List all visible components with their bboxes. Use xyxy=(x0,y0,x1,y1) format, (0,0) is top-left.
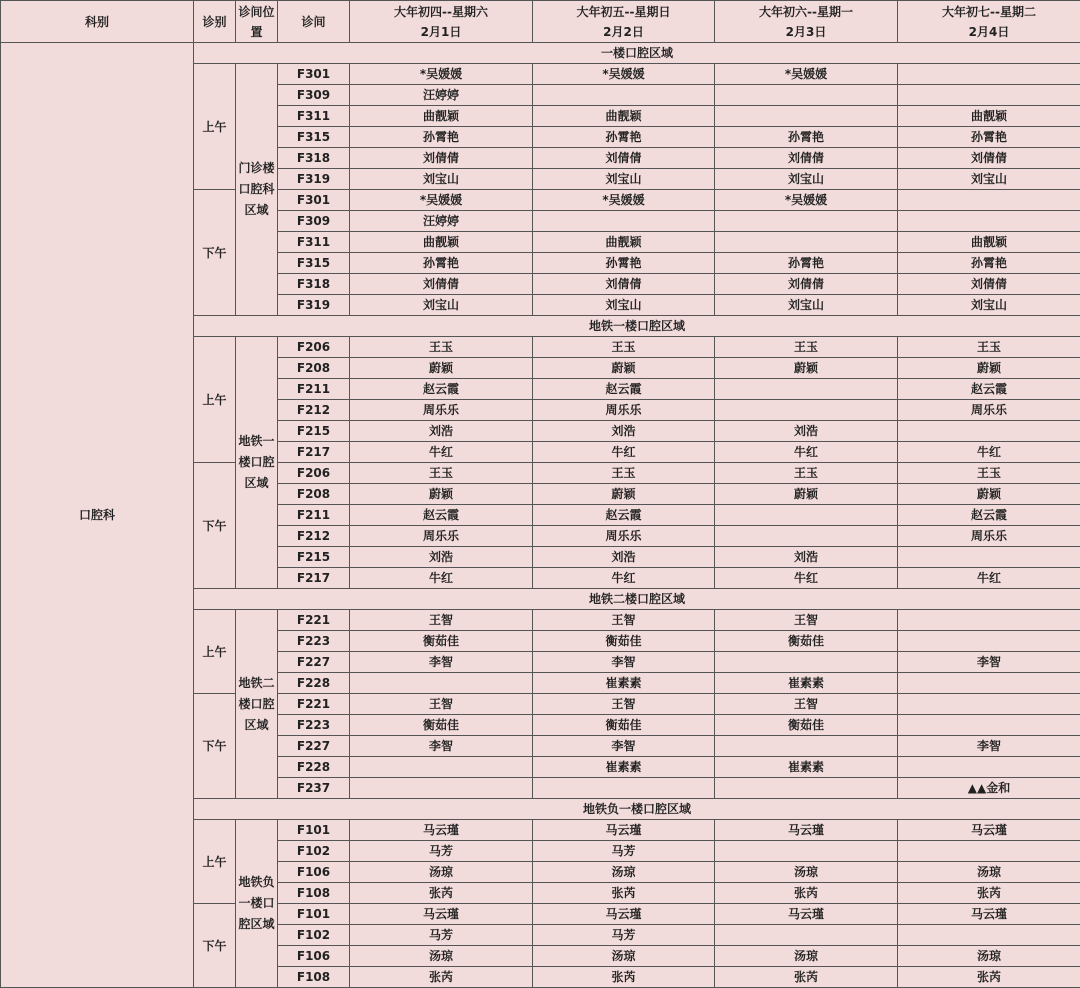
doctor-cell xyxy=(533,778,715,799)
doctor-cell: 张芮 xyxy=(350,883,533,904)
room-cell: F301 xyxy=(278,64,350,85)
header-row xyxy=(1,1,1080,43)
doctor-cell: 曲靓颖 xyxy=(898,106,1080,127)
doctor-cell: 王智 xyxy=(350,610,533,631)
doctor-cell xyxy=(898,925,1080,946)
doctor-cell: 汪婷婷 xyxy=(350,211,533,232)
doctor-cell: 蔚颖 xyxy=(350,484,533,505)
room-cell: F108 xyxy=(278,967,350,988)
doctor-cell: 曲靓颖 xyxy=(350,232,533,253)
room-cell: F228 xyxy=(278,757,350,778)
room-cell: F223 xyxy=(278,715,350,736)
doctor-cell xyxy=(715,778,898,799)
doctor-cell: 曲靓颖 xyxy=(350,106,533,127)
room-cell: F217 xyxy=(278,442,350,463)
doctor-cell: 刘倩倩 xyxy=(350,274,533,295)
doctor-cell: 李智 xyxy=(350,736,533,757)
location-cell: 地铁负一楼口腔区域 xyxy=(236,820,278,988)
doctor-cell: 汤琼 xyxy=(533,946,715,967)
room-cell: F215 xyxy=(278,421,350,442)
doctor-cell: 汤琼 xyxy=(350,946,533,967)
room-cell: F211 xyxy=(278,505,350,526)
doctor-cell: 马云瑾 xyxy=(533,820,715,841)
room-cell: F311 xyxy=(278,106,350,127)
doctor-cell: 牛红 xyxy=(898,442,1080,463)
schedule-body xyxy=(1,43,1080,988)
doctor-cell: 赵云霞 xyxy=(350,505,533,526)
room-cell: F318 xyxy=(278,274,350,295)
room-cell: F318 xyxy=(278,148,350,169)
doctor-cell: 刘倩倩 xyxy=(898,148,1080,169)
doctor-cell: 张芮 xyxy=(350,967,533,988)
doctor-cell: 孙霄艳 xyxy=(533,253,715,274)
doctor-cell xyxy=(898,190,1080,211)
doctor-cell: *吴媛媛 xyxy=(715,190,898,211)
room-cell: F212 xyxy=(278,526,350,547)
doctor-cell: 崔素素 xyxy=(533,757,715,778)
room-cell: F319 xyxy=(278,169,350,190)
doctor-cell: 衡茹佳 xyxy=(715,631,898,652)
doctor-cell: 刘浩 xyxy=(533,547,715,568)
session-cell: 上午 xyxy=(194,610,236,694)
doctor-cell: 蔚颖 xyxy=(898,484,1080,505)
location-cell: 地铁二楼口腔区域 xyxy=(236,610,278,799)
doctor-cell: 刘倩倩 xyxy=(715,274,898,295)
doctor-cell: 王玉 xyxy=(350,463,533,484)
doctor-cell: *吴媛媛 xyxy=(533,64,715,85)
doctor-cell xyxy=(533,85,715,106)
header-location: 诊间位置 xyxy=(236,1,278,43)
doctor-cell: 李智 xyxy=(898,736,1080,757)
doctor-cell xyxy=(715,400,898,421)
header-day-4: 大年初七--星期二 2月4日 xyxy=(898,1,1080,43)
doctor-cell: 曲靓颖 xyxy=(898,232,1080,253)
session-cell: 下午 xyxy=(194,190,236,316)
doctor-cell: 周乐乐 xyxy=(533,526,715,547)
room-cell: F206 xyxy=(278,337,350,358)
location-cell: 地铁一楼口腔区域 xyxy=(236,337,278,589)
region-header-row xyxy=(1,43,1080,64)
doctor-cell: 王智 xyxy=(715,610,898,631)
doctor-cell: 赵云霞 xyxy=(898,379,1080,400)
doctor-cell: 刘浩 xyxy=(715,547,898,568)
doctor-cell: 张芮 xyxy=(533,883,715,904)
doctor-cell: 马云瑾 xyxy=(898,820,1080,841)
doctor-cell: 赵云霞 xyxy=(533,505,715,526)
doctor-cell: 马芳 xyxy=(533,841,715,862)
doctor-cell xyxy=(898,610,1080,631)
doctor-cell: 衡茹佳 xyxy=(533,631,715,652)
doctor-cell: 张芮 xyxy=(715,883,898,904)
session-cell: 上午 xyxy=(194,820,236,904)
doctor-cell: 王玉 xyxy=(533,463,715,484)
room-cell: F309 xyxy=(278,85,350,106)
doctor-cell: 衡茹佳 xyxy=(533,715,715,736)
room-cell: F206 xyxy=(278,463,350,484)
room-cell: F315 xyxy=(278,253,350,274)
header-day-1: 大年初四--星期六 2月1日 xyxy=(350,1,533,43)
session-cell: 下午 xyxy=(194,694,236,799)
region-title: 地铁一楼口腔区域 xyxy=(194,316,1080,337)
doctor-cell xyxy=(715,925,898,946)
doctor-cell: 马芳 xyxy=(350,925,533,946)
header-room: 诊间 xyxy=(278,1,350,43)
doctor-cell: 曲靓颖 xyxy=(533,232,715,253)
doctor-cell: 崔素素 xyxy=(715,757,898,778)
header-session: 诊别 xyxy=(194,1,236,43)
doctor-cell: 孙霄艳 xyxy=(350,127,533,148)
doctor-cell xyxy=(898,841,1080,862)
doctor-cell: 马芳 xyxy=(533,925,715,946)
doctor-cell: 王智 xyxy=(533,694,715,715)
doctor-cell: 刘宝山 xyxy=(533,169,715,190)
doctor-cell: 曲靓颖 xyxy=(533,106,715,127)
doctor-cell xyxy=(715,652,898,673)
doctor-cell xyxy=(898,85,1080,106)
doctor-cell: 马云瑾 xyxy=(715,904,898,925)
doctor-cell: 张芮 xyxy=(715,967,898,988)
doctor-cell: 刘浩 xyxy=(533,421,715,442)
doctor-cell xyxy=(898,694,1080,715)
doctor-cell: 马云瑾 xyxy=(715,820,898,841)
doctor-cell: 刘倩倩 xyxy=(533,274,715,295)
doctor-cell xyxy=(350,757,533,778)
doctor-cell: 衡茹佳 xyxy=(715,715,898,736)
doctor-cell: 孙霄艳 xyxy=(350,253,533,274)
doctor-cell: 汤琼 xyxy=(533,862,715,883)
doctor-cell: 李智 xyxy=(533,652,715,673)
doctor-cell: 张芮 xyxy=(898,883,1080,904)
doctor-cell: 王智 xyxy=(533,610,715,631)
room-cell: F106 xyxy=(278,862,350,883)
room-cell: F211 xyxy=(278,379,350,400)
doctor-cell: 牛红 xyxy=(533,442,715,463)
room-cell: F108 xyxy=(278,883,350,904)
doctor-cell xyxy=(350,673,533,694)
doctor-cell: 周乐乐 xyxy=(533,400,715,421)
doctor-cell xyxy=(898,673,1080,694)
doctor-cell: 刘倩倩 xyxy=(350,148,533,169)
doctor-cell xyxy=(898,631,1080,652)
doctor-cell: 刘浩 xyxy=(715,421,898,442)
session-cell: 下午 xyxy=(194,463,236,589)
room-cell: F101 xyxy=(278,904,350,925)
doctor-cell: 刘宝山 xyxy=(533,295,715,316)
room-cell: F217 xyxy=(278,568,350,589)
doctor-cell: 马云瑾 xyxy=(350,904,533,925)
doctor-cell: 周乐乐 xyxy=(898,526,1080,547)
doctor-cell: ▲▲金和 xyxy=(898,778,1080,799)
doctor-cell xyxy=(533,211,715,232)
room-cell: F315 xyxy=(278,127,350,148)
doctor-cell: 王玉 xyxy=(533,337,715,358)
doctor-cell: 牛红 xyxy=(533,568,715,589)
doctor-cell: 刘倩倩 xyxy=(533,148,715,169)
doctor-cell xyxy=(898,547,1080,568)
region-title: 地铁负一楼口腔区域 xyxy=(194,799,1080,820)
doctor-cell xyxy=(715,379,898,400)
doctor-cell: 赵云霞 xyxy=(533,379,715,400)
room-cell: F208 xyxy=(278,484,350,505)
doctor-cell: 孙霄艳 xyxy=(715,127,898,148)
doctor-cell xyxy=(898,64,1080,85)
doctor-cell xyxy=(715,211,898,232)
region-title: 地铁二楼口腔区域 xyxy=(194,589,1080,610)
doctor-cell: 刘倩倩 xyxy=(898,274,1080,295)
room-cell: F319 xyxy=(278,295,350,316)
doctor-cell: 汤琼 xyxy=(350,862,533,883)
doctor-cell xyxy=(350,778,533,799)
doctor-cell xyxy=(715,736,898,757)
doctor-cell: 牛红 xyxy=(350,568,533,589)
doctor-cell: 王玉 xyxy=(715,337,898,358)
doctor-cell xyxy=(715,85,898,106)
header-dept: 科别 xyxy=(1,1,194,43)
doctor-cell: 赵云霞 xyxy=(350,379,533,400)
department-cell: 口腔科 xyxy=(1,43,194,988)
doctor-cell: 蔚颖 xyxy=(533,358,715,379)
doctor-cell: *吴媛媛 xyxy=(715,64,898,85)
doctor-cell: 汤琼 xyxy=(715,862,898,883)
doctor-cell: 孙霄艳 xyxy=(898,253,1080,274)
doctor-cell: 周乐乐 xyxy=(350,526,533,547)
doctor-cell: 牛红 xyxy=(350,442,533,463)
doctor-cell: 李智 xyxy=(898,652,1080,673)
header-day-2: 大年初五--星期日 2月2日 xyxy=(533,1,715,43)
room-cell: F227 xyxy=(278,652,350,673)
doctor-cell: 蔚颖 xyxy=(715,358,898,379)
header-day-3: 大年初六--星期一 2月3日 xyxy=(715,1,898,43)
doctor-cell: 孙霄艳 xyxy=(898,127,1080,148)
doctor-cell: 马云瑾 xyxy=(533,904,715,925)
doctor-cell: 汤琼 xyxy=(898,946,1080,967)
doctor-cell: 刘宝山 xyxy=(898,295,1080,316)
doctor-cell xyxy=(898,421,1080,442)
doctor-cell: 刘浩 xyxy=(350,547,533,568)
doctor-cell: *吴媛媛 xyxy=(350,190,533,211)
region-title: 一楼口腔区域 xyxy=(194,43,1080,64)
room-cell: F311 xyxy=(278,232,350,253)
doctor-cell: 牛红 xyxy=(898,568,1080,589)
session-cell: 下午 xyxy=(194,904,236,988)
doctor-cell: 衡茹佳 xyxy=(350,631,533,652)
room-cell: F106 xyxy=(278,946,350,967)
doctor-cell: 马云瑾 xyxy=(898,904,1080,925)
doctor-cell: 马芳 xyxy=(350,841,533,862)
doctor-cell xyxy=(898,211,1080,232)
doctor-cell: 刘宝山 xyxy=(350,169,533,190)
doctor-cell: 刘倩倩 xyxy=(715,148,898,169)
doctor-cell xyxy=(715,106,898,127)
doctor-cell: 刘宝山 xyxy=(715,295,898,316)
doctor-cell: 张芮 xyxy=(898,967,1080,988)
doctor-cell: 蔚颖 xyxy=(350,358,533,379)
room-cell: F301 xyxy=(278,190,350,211)
doctor-cell: 孙霄艳 xyxy=(715,253,898,274)
room-cell: F223 xyxy=(278,631,350,652)
doctor-cell: 崔素素 xyxy=(715,673,898,694)
doctor-cell xyxy=(898,715,1080,736)
doctor-cell: 王玉 xyxy=(898,463,1080,484)
doctor-cell: 刘宝山 xyxy=(350,295,533,316)
doctor-cell xyxy=(898,757,1080,778)
doctor-cell: 张芮 xyxy=(533,967,715,988)
doctor-cell: 周乐乐 xyxy=(350,400,533,421)
doctor-cell: 赵云霞 xyxy=(898,505,1080,526)
room-cell: F228 xyxy=(278,673,350,694)
room-cell: F237 xyxy=(278,778,350,799)
doctor-cell: 李智 xyxy=(533,736,715,757)
doctor-cell: *吴媛媛 xyxy=(350,64,533,85)
session-cell: 上午 xyxy=(194,337,236,463)
doctor-cell xyxy=(715,232,898,253)
doctor-cell: 刘宝山 xyxy=(715,169,898,190)
doctor-cell: 牛红 xyxy=(715,568,898,589)
doctor-cell xyxy=(715,505,898,526)
room-cell: F102 xyxy=(278,841,350,862)
doctor-cell: 周乐乐 xyxy=(898,400,1080,421)
doctor-cell: 王玉 xyxy=(350,337,533,358)
doctor-cell: 崔素素 xyxy=(533,673,715,694)
doctor-cell: 孙霄艳 xyxy=(533,127,715,148)
doctor-cell: 蔚颖 xyxy=(715,484,898,505)
doctor-cell: *吴媛媛 xyxy=(533,190,715,211)
doctor-cell: 汤琼 xyxy=(715,946,898,967)
doctor-cell: 汤琼 xyxy=(898,862,1080,883)
doctor-cell: 牛红 xyxy=(715,442,898,463)
doctor-cell: 刘宝山 xyxy=(898,169,1080,190)
doctor-cell: 衡茹佳 xyxy=(350,715,533,736)
room-cell: F221 xyxy=(278,610,350,631)
room-cell: F208 xyxy=(278,358,350,379)
room-cell: F215 xyxy=(278,547,350,568)
doctor-cell xyxy=(715,841,898,862)
room-cell: F212 xyxy=(278,400,350,421)
doctor-cell: 王玉 xyxy=(715,463,898,484)
doctor-cell: 蔚颖 xyxy=(533,484,715,505)
location-cell: 门诊楼口腔科区域 xyxy=(236,64,278,316)
doctor-cell: 李智 xyxy=(350,652,533,673)
doctor-cell: 王智 xyxy=(350,694,533,715)
room-cell: F221 xyxy=(278,694,350,715)
doctor-cell: 马云瑾 xyxy=(350,820,533,841)
doctor-cell: 刘浩 xyxy=(350,421,533,442)
room-cell: F101 xyxy=(278,820,350,841)
doctor-cell: 王智 xyxy=(715,694,898,715)
doctor-cell: 蔚颖 xyxy=(898,358,1080,379)
session-cell: 上午 xyxy=(194,64,236,190)
room-cell: F227 xyxy=(278,736,350,757)
doctor-cell: 汪婷婷 xyxy=(350,85,533,106)
doctor-cell: 王玉 xyxy=(898,337,1080,358)
doctor-cell xyxy=(715,526,898,547)
room-cell: F102 xyxy=(278,925,350,946)
room-cell: F309 xyxy=(278,211,350,232)
